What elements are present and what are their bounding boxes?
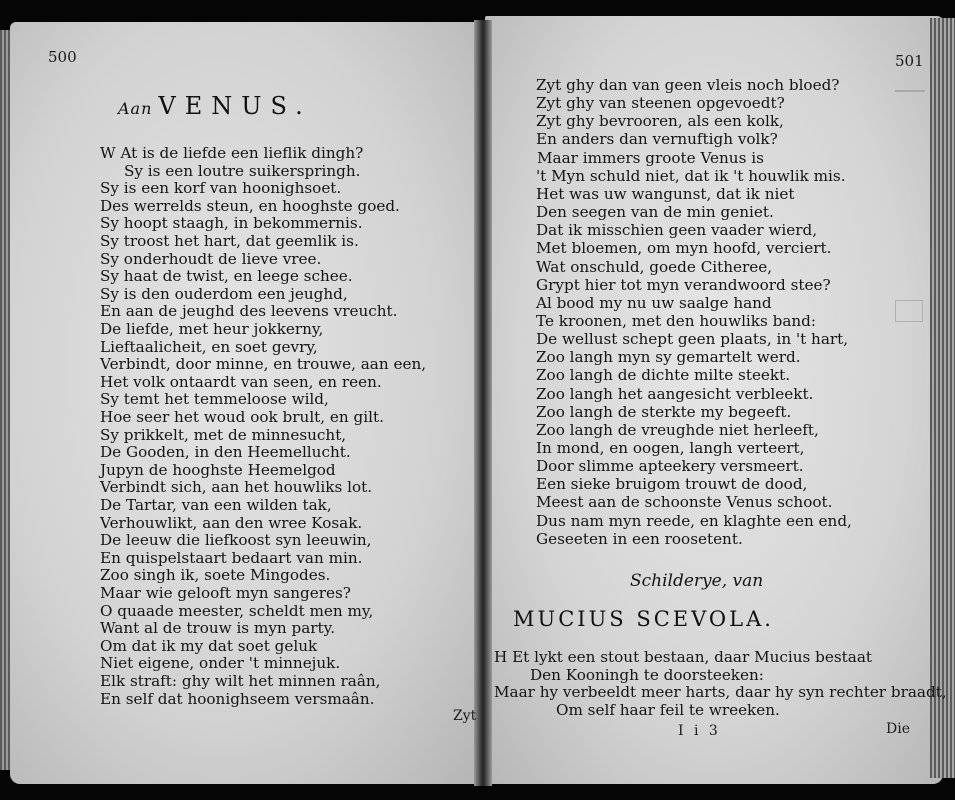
section-title: MUCIUS SCEVOLA. [513, 607, 774, 631]
poem-line: Sy is een loutre suikerspringh. [124, 161, 361, 180]
poem-line: Sy haat de twist, en leege schee. [100, 267, 353, 286]
poem-line: Sy is een korf van hoonighsoet. [100, 179, 342, 198]
poem-line: En self dat hoonighseem versmaân. [100, 689, 375, 708]
poem-line: Want al de trouw is myn party. [100, 619, 336, 638]
poem-line: Zoo langh de vreughde niet herleeft, [536, 420, 819, 439]
poem-line: Sy troost het hart, dat geemlik is. [100, 232, 359, 250]
poem-line: Grypt hier tot myn verandwoord stee? [536, 275, 831, 294]
page-number-right: 501 [895, 52, 924, 70]
poem-line: Des werrelds steun, en hooghste goed. [100, 196, 400, 215]
poem-line: Elk straft: ghy wilt het minnen raân, [100, 672, 381, 690]
poem-line: De wellust schept geen plaats, in 't hart, [536, 330, 849, 349]
poem-line: Den seegen van de min geniet. [536, 203, 774, 222]
poem-line: Meest aan de schoonste Venus schoot. [536, 493, 833, 512]
poem-line: Den Kooningh te doorsteeken: [530, 665, 764, 684]
poem-line: Zoo langh myn sy gemartelt werd. [536, 348, 801, 367]
poem-line: Verhouwlikt, aan den wree Kosak. [100, 513, 363, 532]
title-prefix: Aan [118, 99, 153, 118]
book-gutter [474, 20, 492, 786]
catchword-left: Zyt [453, 708, 477, 724]
catchword-right: Die [886, 721, 910, 737]
poem-line: Door slimme apteekery versmeert. [536, 457, 804, 476]
poem-line: Jupyn de hooghste Heemelgod [100, 460, 336, 479]
poem-line: Het was uw wangunst, dat ik niet [536, 184, 795, 203]
poem-line: Een sieke bruigom trouwt de dood, [536, 475, 808, 494]
poem-line: Sy onderhoudt de lieve vree. [100, 249, 322, 268]
poem-line: In mond, en oogen, langh verteert, [536, 439, 805, 457]
poem-line: Sy prikkelt, met de minnesucht, [100, 425, 347, 444]
poem-line: Verbindt, door minne, en trouwe, aan een, [100, 355, 427, 374]
poem-line: Het volk ontaardt van seen, en reen. [100, 372, 382, 391]
poem-line: Niet eigene, onder 't minnejuk. [100, 654, 341, 673]
poem-line: Geseeten in een roosetent. [536, 529, 743, 548]
poem-line: De Gooden, in den Heemellucht. [100, 443, 351, 462]
bleed-through-mark [895, 300, 923, 322]
poem-line: O quaade meester, scheldt men my, [100, 601, 374, 620]
poem-line: Sy temt het temmeloose wild, [100, 390, 329, 409]
poem-line: Om self haar feil te wreeken. [556, 700, 780, 719]
poem-line: 't Myn schuld niet, dat ik 't houwlik mis. [536, 166, 846, 185]
poem-line: Hoe seer het woud ook brult, en gilt. [100, 408, 384, 426]
poem-line: En aan de jeughd des leevens vreucht. [100, 302, 398, 321]
poem-line: Zyt ghy dan van geen vleis noch bloed? [536, 76, 840, 94]
poem-line: H Et lykt een stout bestaan, daar Mucius bestaat [494, 648, 872, 666]
poem-line: Dus nam myn reede, en klaghte een end, [536, 511, 852, 530]
poem-line: Maar hy verbeeldt meer harts, daar hy syn rechter braadt, [494, 683, 947, 702]
poem-line: W At is de liefde een lieflik dingh? [100, 144, 364, 162]
bleed-through-mark [895, 90, 925, 92]
poem-line: Al bood my nu uw saalge hand [536, 293, 772, 312]
poem-line: De Tartar, van een wilden tak, [100, 496, 332, 514]
page-title-left [118, 92, 312, 120]
poem-line: De liefde, met heur jokkerny, [100, 320, 324, 338]
poem-line: Met bloemen, om myn hoofd, verciert. [536, 239, 832, 258]
poem-line: Wat onschuld, goede Citheree, [536, 257, 773, 276]
poem-line: En anders dan vernuftigh volk? [536, 130, 778, 149]
poem-line: Om dat ik my dat soet geluk [100, 636, 318, 655]
signature-mark: I i 3 [678, 723, 721, 739]
page-number-left: 500 [48, 48, 77, 66]
section-subtitle: Schilderye, van [630, 571, 764, 591]
poem-line: En quispelstaart bedaart van min. [100, 548, 363, 567]
poem-line: Zoo langh het aangesicht verbleekt. [536, 384, 814, 403]
book-edge-right [930, 18, 955, 778]
poem-line: Maar immers groote Venus is [537, 148, 764, 167]
poem-line: Zyt ghy bevrooren, als een kolk, [536, 112, 784, 131]
poem-line: Te kroonen, met den houwliks band: [536, 311, 817, 330]
poem-line: Zoo langh de dichte milte steekt. [536, 366, 791, 385]
poem-line: Verbindt sich, aan het houwliks lot. [100, 478, 373, 497]
poem-line: Sy hoopt staagh, in bekommernis. [100, 214, 363, 233]
title-main: VENUS. [158, 92, 312, 120]
poem-line: Sy is den ouderdom een jeughd, [100, 284, 348, 303]
poem-line: Lieftaalicheit, en soet gevry, [100, 337, 318, 356]
poem-line: De leeuw die liefkoost syn leeuwin, [100, 531, 372, 550]
poem-line: Maar wie gelooft myn sangeres? [100, 584, 351, 602]
poem-line: Dat ik misschien geen vaader wierd, [536, 221, 818, 240]
poem-line: Zoo singh ik, soete Mingodes. [100, 566, 331, 585]
poem-line: Zoo langh de sterkte my begeeft. [536, 402, 792, 421]
poem-line: Zyt ghy van steenen opgevoedt? [536, 94, 785, 113]
